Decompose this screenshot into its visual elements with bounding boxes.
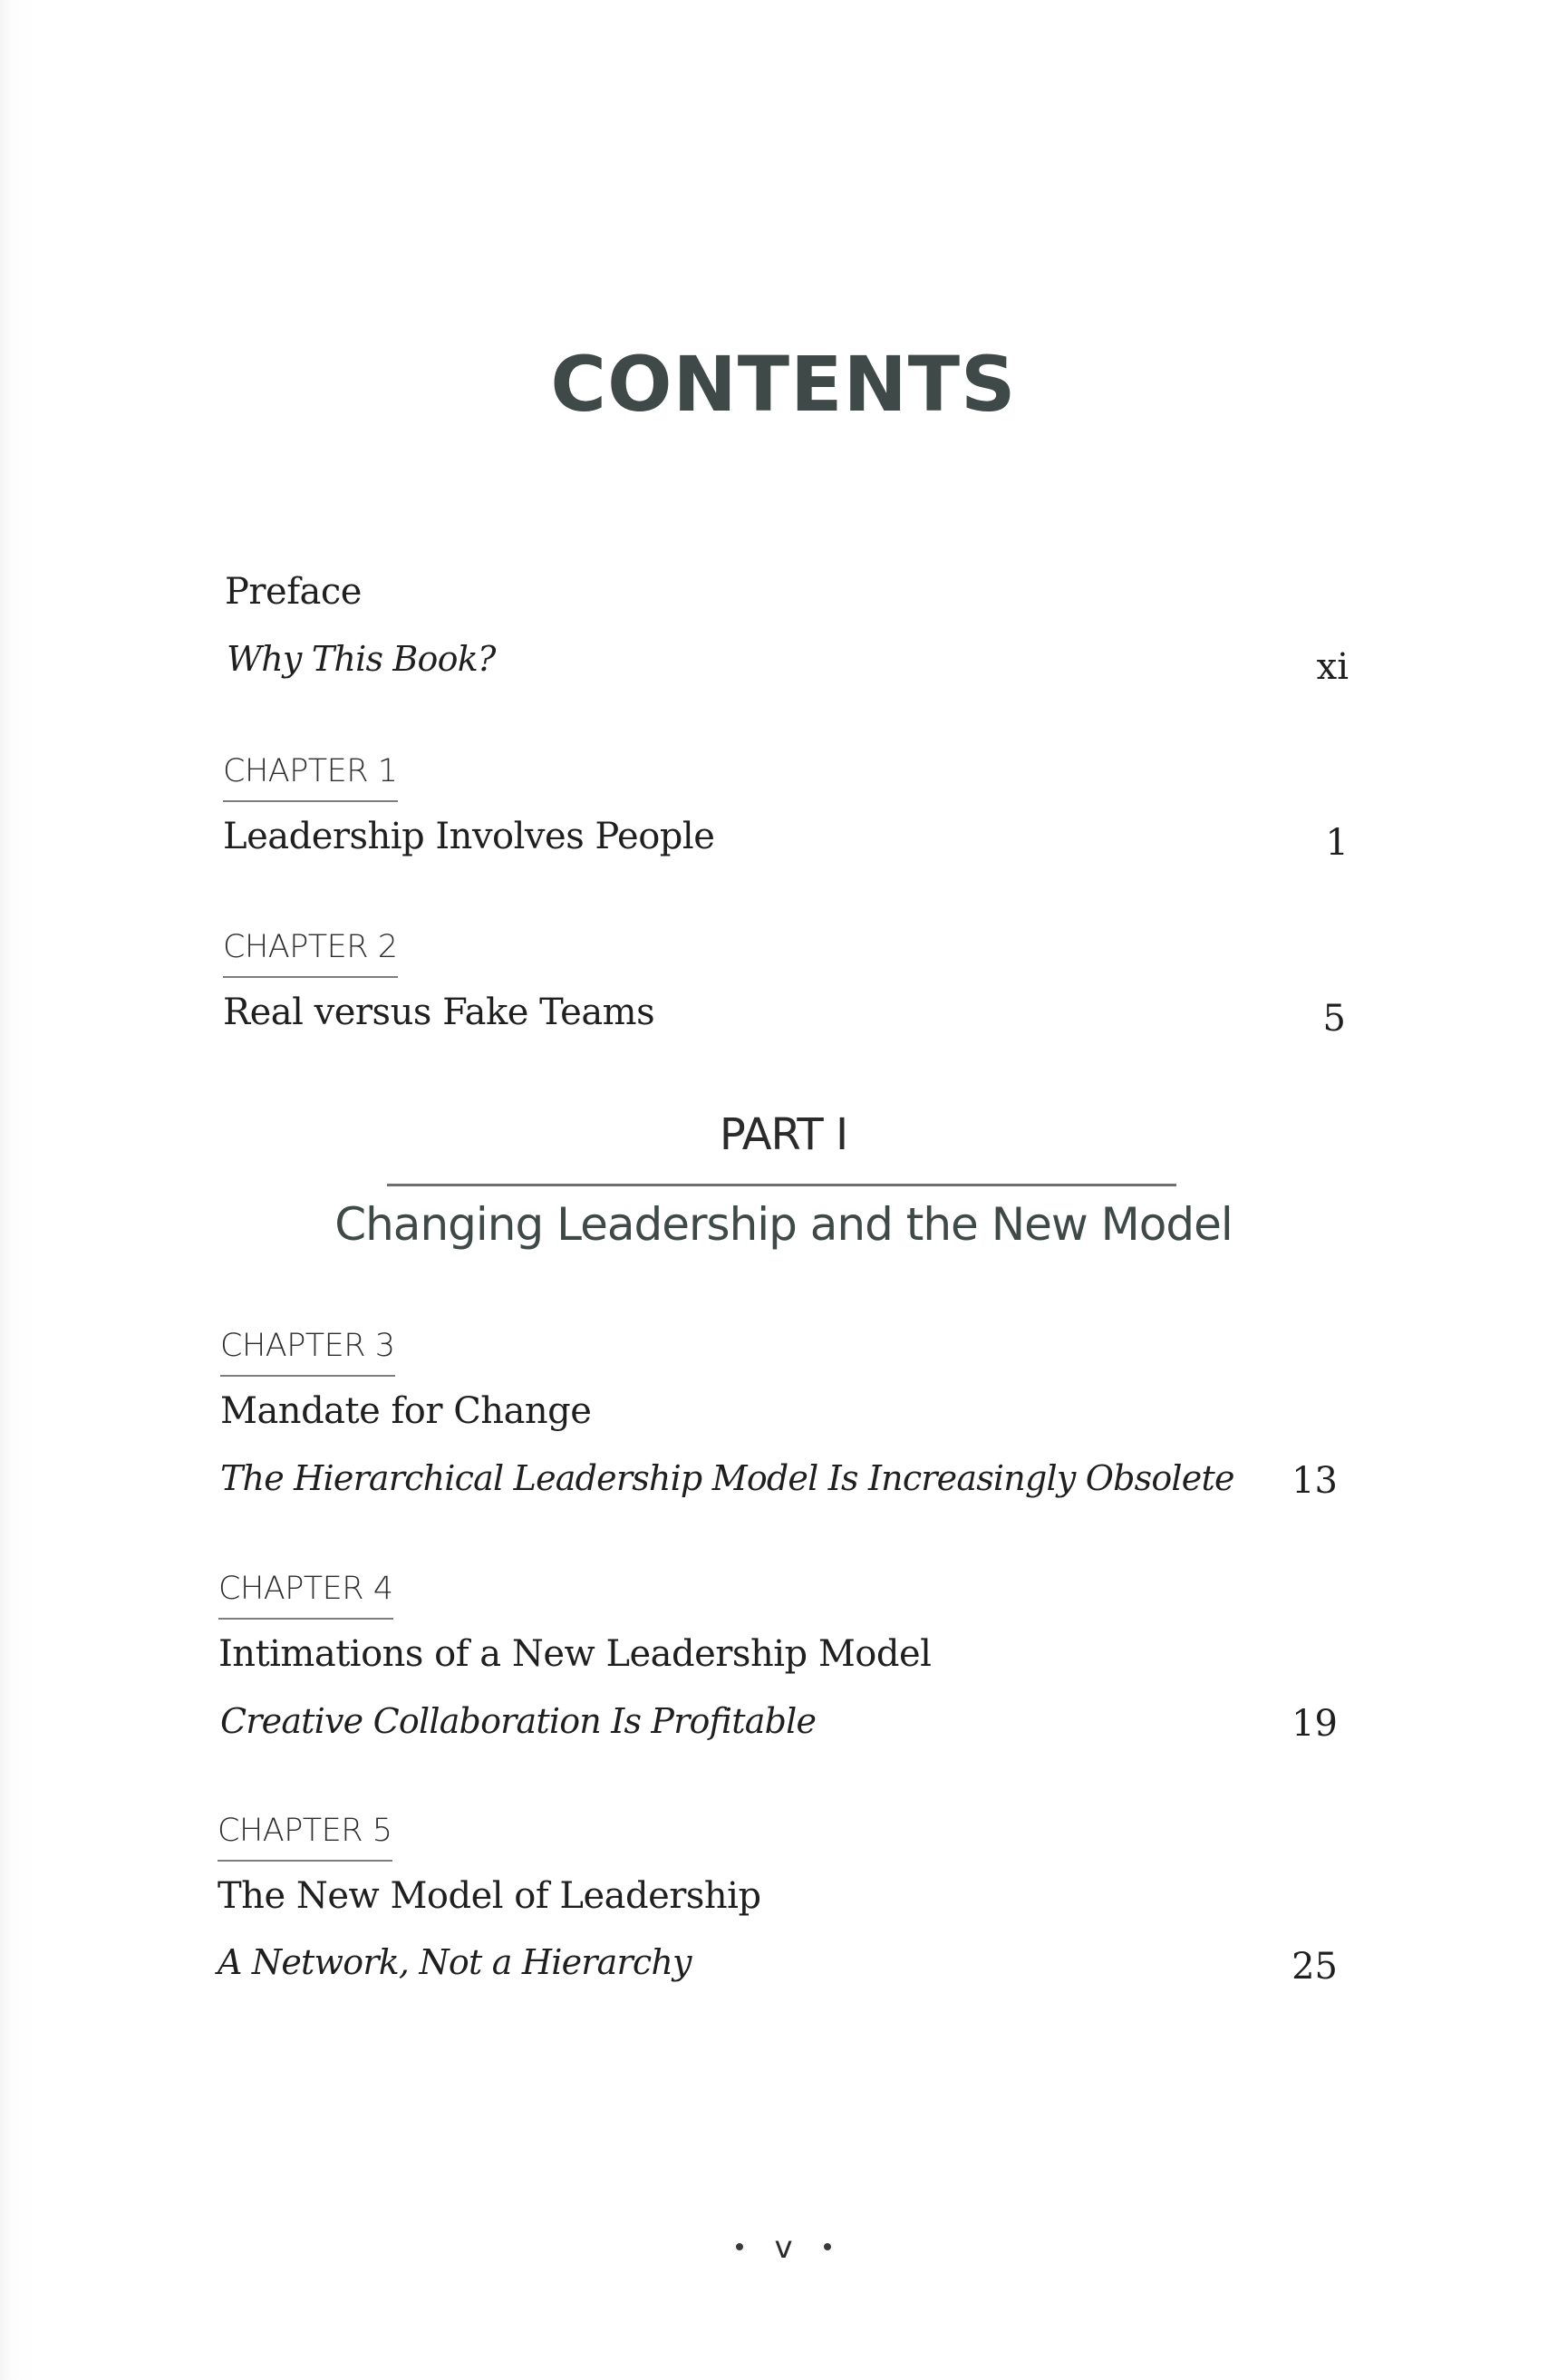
chapter-2-title: Real versus Fake Teams [223, 992, 655, 1033]
chapter-2-page-number: 5 [1322, 998, 1346, 1040]
chapter-1-title: Leadership Involves People [223, 816, 715, 857]
chapter-4-label: CHAPTER 4 [218, 1573, 393, 1620]
page-folio [0, 2231, 1567, 2264]
chapter-4-page-number: 19 [1291, 1703, 1338, 1745]
chapter-2-label: CHAPTER 2 [223, 932, 398, 978]
chapter-3-label: CHAPTER 3 [220, 1330, 395, 1377]
bullet-icon [736, 2243, 743, 2250]
folio-number: v [774, 2230, 793, 2266]
chapter-1-label: CHAPTER 1 [223, 756, 398, 802]
bullet-icon [824, 2243, 831, 2250]
part-1-title: Changing Leadership and the New Model [334, 1198, 1233, 1251]
chapter-4-title: Intimations of a New Leadership Model [218, 1633, 932, 1675]
page-title: CONTENTS [550, 340, 1017, 429]
chapter-3-subtitle: The Hierarchical Leadership Model Is Increasingly Obsolete [220, 1458, 1234, 1498]
preface-page-number: xi [1316, 646, 1349, 688]
part-1-label: PART I [719, 1109, 848, 1160]
preface-subtitle: Why This Book? [227, 639, 496, 679]
chapter-3-title: Mandate for Change [220, 1390, 592, 1432]
chapter-3-page-number: 13 [1291, 1460, 1338, 1502]
chapter-1-page-number: 1 [1325, 822, 1349, 864]
chapter-5-label: CHAPTER 5 [218, 1815, 392, 1862]
part-1-divider [387, 1184, 1176, 1186]
chapter-5-page-number: 25 [1291, 1946, 1338, 1988]
preface-title: Preface [225, 571, 362, 613]
chapter-5-subtitle: A Network, Not a Hierarchy [218, 1942, 692, 1982]
chapter-4-subtitle: Creative Collaboration Is Profitable [220, 1701, 817, 1741]
chapter-5-title: The New Model of Leadership [218, 1875, 761, 1917]
